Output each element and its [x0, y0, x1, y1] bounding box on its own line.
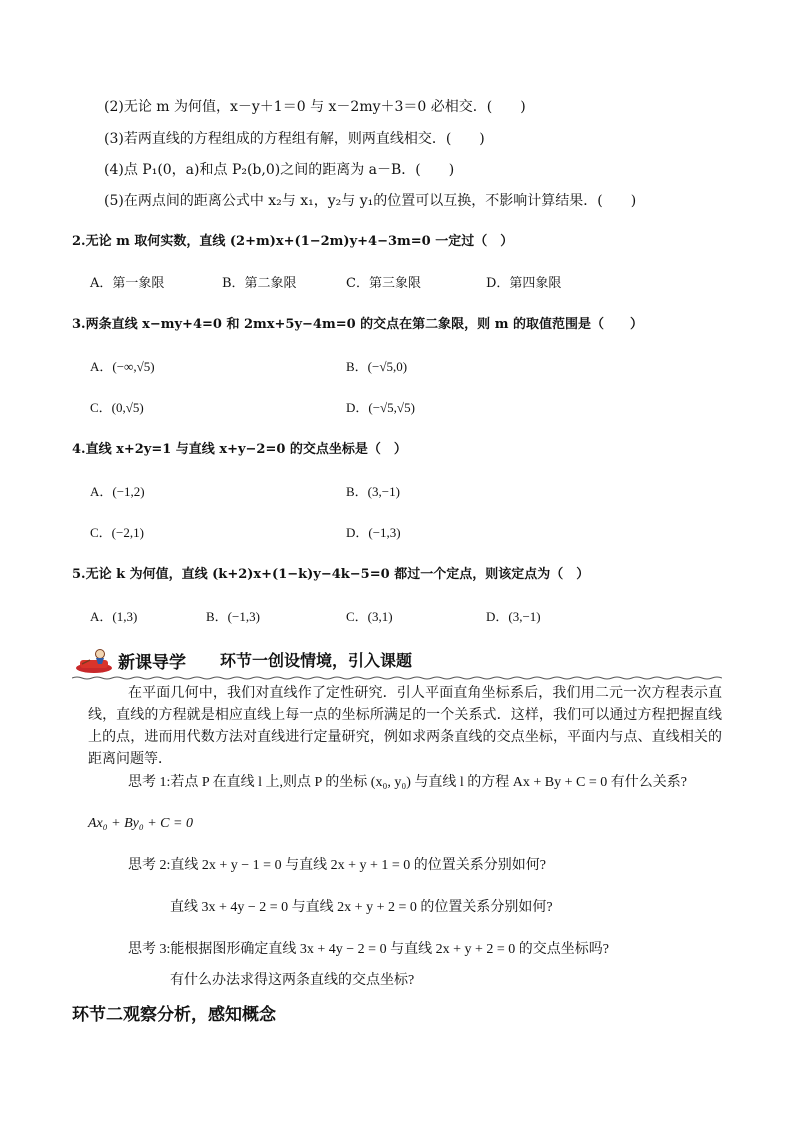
thinking-1-answer: Ax₀ + By₀ + C = 0 — [88, 816, 193, 831]
lesson-logo-icon — [74, 648, 114, 674]
question-4-option-d: D．(−1,3) — [346, 525, 401, 540]
banner-title: 新课导学 — [118, 653, 186, 673]
banner-subtitle: 环节一创设情境，引入课题 — [220, 651, 413, 670]
question-3-option-d: D．(−√5,√5) — [346, 400, 415, 415]
question-3-option-a: A．(−∞,√5) — [90, 359, 155, 374]
question-3-option-b: B．(−√5,0) — [346, 359, 408, 374]
question-3-stem: 3.两条直线 x−my+4=0 和 2mx+5y−4m=0 的交点在第二象限，则 m 的取值范围是（ ） — [72, 317, 643, 332]
question-5-stem: 5.无论 k 为何值，直线 (k+2)x+(1−k)y−4k−5=0 都过一个定点，则该定点为（ ） — [72, 567, 590, 582]
judgement-item-3: (3)若两直线的方程组成的方程组有解，则两直线相交．( ) — [104, 131, 485, 147]
judgement-item-5: (5)在两点间的距离公式中 x₂与 x₁，y₂与 y₁的位置可以互换，不影响计算结果．( ) — [104, 193, 637, 209]
question-2-option-c: C．第三象限 — [346, 276, 421, 291]
thinking-3: 思考 3:能根据图形确定直线 3x + 4y − 2 = 0 与直线 2x + y + 2 = 0 的交点坐标吗? — [128, 942, 609, 957]
judgement-item-4: (4)点 P₁(0，a)和点 P₂(b,0)之间的距离为 a－B．( ) — [104, 162, 455, 178]
judgement-item-2: (2)无论 m 为何值，x－y＋1＝0 与 x－2my＋3＝0 必相交．( ) — [104, 99, 526, 115]
question-5-option-a: A．(1,3) — [90, 609, 138, 624]
question-2-option-a: A．第一象限 — [90, 276, 165, 291]
question-3-option-c: C．(0,√5) — [90, 400, 144, 415]
section-banner — [72, 642, 722, 678]
question-4-option-a: A．(−1,2) — [90, 484, 145, 499]
section-2-title: 环节二观察分析，感知概念 — [72, 1005, 276, 1025]
thinking-2b: 直线 3x + 4y − 2 = 0 与直线 2x + y + 2 = 0 的位置关系分别如何? — [170, 900, 553, 915]
banner-divider — [72, 676, 722, 680]
question-2-stem: 2.无论 m 取何实数，直线 (2+m)x+(1−2m)y+4−3m=0 一定过（ ） — [72, 234, 514, 249]
thinking-2: 思考 2:直线 2x + y − 1 = 0 与直线 2x + y + 1 = 0 的位置关系分别如何? — [128, 858, 546, 873]
intro-paragraph: 在平面几何中，我们对直线作了定性研究．引人平面直角坐标系后，我们用二元一次方程表示直线，直线的方程就是相应直线上每一点的坐标所满足的一个关系式．这样，我们可以通过方程把握直线上的点，进而用代数方法对直线进行定量研究，例如求两条直线的交点坐标，平面内与点、直线相关的距离问题等． — [88, 685, 722, 767]
question-4-option-b: B．(3,−1) — [346, 484, 400, 499]
question-5-option-c: C．(3,1) — [346, 609, 393, 624]
question-4-stem: 4.直线 x+2y=1 与直线 x+y−2=0 的交点坐标是（ ） — [72, 442, 407, 457]
question-4-option-c: C．(−2,1) — [90, 525, 144, 540]
question-2-option-b: B．第二象限 — [222, 276, 297, 291]
thinking-3b: 有什么办法求得这两条直线的交点坐标? — [170, 973, 415, 988]
thinking-1: 思考 1:若点 P 在直线 l 上,则点 P 的坐标 (x₀, y₀) 与直线 l 的方程 Ax + By + C = 0 有什么关系? — [128, 775, 687, 790]
question-5-option-d: D．(3,−1) — [486, 609, 541, 624]
question-5-option-b: B．(−1,3) — [206, 609, 260, 624]
question-2-option-d: D．第四象限 — [486, 276, 562, 291]
